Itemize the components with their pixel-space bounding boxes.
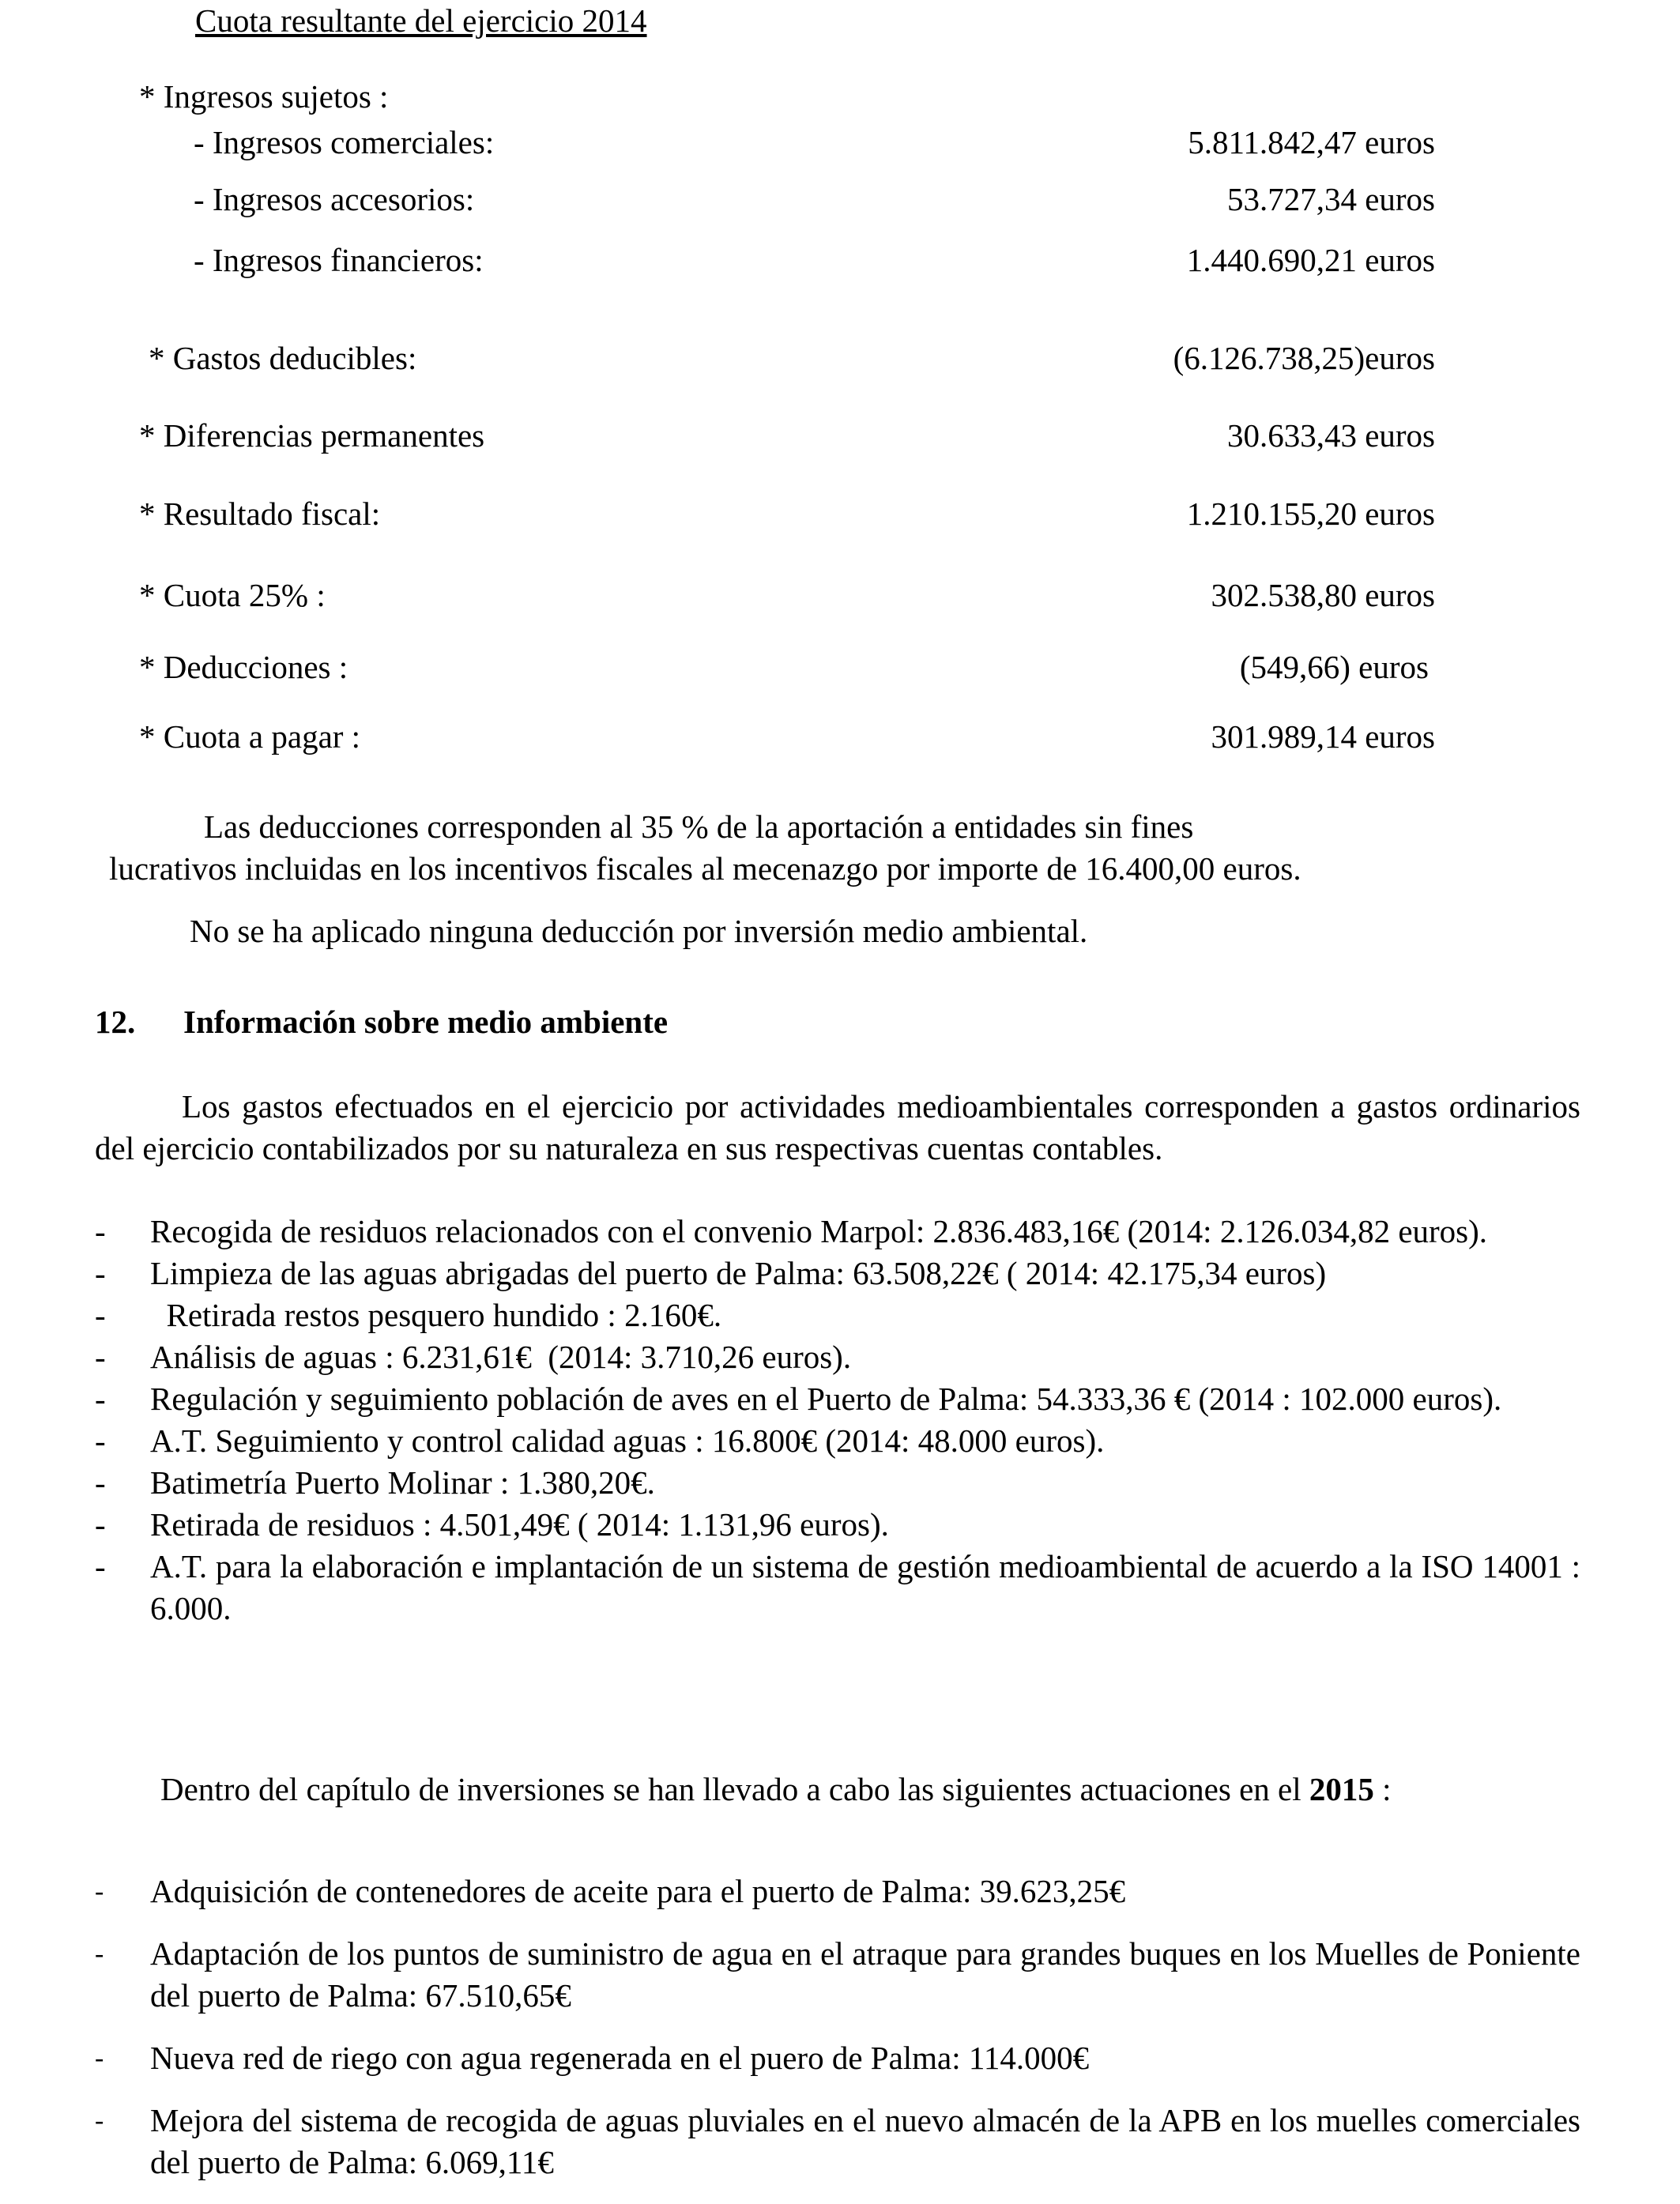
tax-line-label: * Cuota a pagar :: [139, 718, 361, 755]
tax-line-label: - Ingresos accesorios:: [194, 181, 475, 217]
tax-line-label: * Resultado fiscal:: [139, 495, 381, 532]
tax-line-value: (6.126.738,25)euros: [1173, 340, 1435, 376]
investments-intro-year: 2015: [1309, 1771, 1374, 1807]
section-number: 12.: [95, 1004, 136, 1040]
investment-item-text: Adquisición de contenedores de aceite para el puerto de Palma: 39.623,25€: [150, 1873, 1126, 1909]
list-item: [95, 1462, 1580, 1504]
investment-item-text: Nueva red de riego con agua regenerada en el puero de Palma: 114.000€: [150, 2040, 1090, 2076]
investments-intro-suffix: :: [1373, 1771, 1392, 1807]
expense-item-text: A.T. Seguimiento y control calidad aguas : 16.800€ (2014: 48.000 euros).: [150, 1422, 1105, 1459]
investment-item-text: Mejora del sistema de recogida de aguas pluviales en el nuevo almacén de la APB en los muelles comerciales del puerto de Palma: 6.069,11€: [150, 2102, 1580, 2180]
expense-item-text: Recogida de residuos relacionados con el convenio Marpol: 2.836.483,16€ (2014: 2.126.034,82 euros).: [150, 1213, 1488, 1249]
list-item: [95, 1294, 1580, 1336]
investment-item-text: Adaptación de los puntos de suministro de agua en el atraque para grandes buques en los Muelles de Poniente del puerto de Palma: 67.510,65€: [150, 1935, 1580, 2014]
list-item: [95, 1253, 1580, 1294]
tax-line-value: 302.538,80 euros: [1211, 577, 1435, 613]
expense-item-text: Retirada restos pesquero hundido : 2.160€.: [150, 1297, 722, 1333]
bullet-dash: -: [95, 1422, 106, 1459]
bullet-dash: -: [95, 1506, 106, 1543]
list-item: [95, 1504, 1580, 1546]
expense-list: [95, 1211, 1580, 1629]
list-item: [95, 1871, 1580, 1912]
bullet-dash: -: [95, 2044, 104, 2073]
tax-line-value: 301.989,14 euros: [1211, 718, 1435, 755]
list-item: [95, 1546, 1580, 1629]
bullet-dash: -: [95, 1213, 106, 1249]
list-item: [95, 1378, 1580, 1420]
tax-line-label: - Ingresos comerciales:: [194, 124, 495, 160]
tax-line-value: 1.440.690,21 euros: [1186, 242, 1435, 278]
tax-line-value: 53.727,34 euros: [1226, 181, 1435, 217]
deductions-note-line1: Las deducciones corresponden al 35 % de la aportación a entidades sin fines: [204, 808, 1194, 845]
bullet-dash: -: [95, 1548, 106, 1584]
no-deduction-note: No se ha aplicado ninguna deducción por inversión medio ambiental.: [190, 913, 1088, 949]
tax-line-label: * Deducciones :: [139, 649, 348, 685]
expense-item-text: Limpieza de las aguas abrigadas del puerto de Palma: 63.508,22€ ( 2014: 42.175,34 euros): [150, 1255, 1327, 1291]
bullet-dash: -: [95, 1464, 106, 1501]
bullet-dash: -: [95, 2106, 104, 2135]
bullet-dash: -: [95, 1939, 104, 1969]
deductions-note-line2: lucrativos incluidas en los incentivos fiscales al mecenazgo por importe de 16.400,00 euros.: [109, 850, 1301, 887]
expense-item-text: Retirada de residuos : 4.501,49€ ( 2014: 1.131,96 euros).: [150, 1506, 889, 1543]
env-intro-paragraph: Los gastos efectuados en el ejercicio por actividades medioambientales corresponden a gastos ordinarios del ejercicio contabilizados por su naturaleza en sus respectivas cuentas contables.: [95, 1088, 1580, 1166]
bullet-dash: -: [95, 1255, 106, 1291]
bullet-dash: -: [95, 1381, 106, 1417]
investment-list: [95, 1871, 1580, 2204]
expense-item-text: A.T. para la elaboración e implantación de un sistema de gestión medioambiental de acuerdo a la ISO 14001 : 6.000.: [150, 1548, 1580, 1626]
tax-line-value: 1.210.155,20 euros: [1186, 495, 1435, 532]
list-item: [95, 2100, 1580, 2183]
tax-line-label: * Diferencias permanentes: [139, 417, 485, 454]
list-item: [95, 1336, 1580, 1378]
expense-item-text: Regulación y seguimiento población de aves en el Puerto de Palma: 54.333,36 € (2014 : 102.000 euros).: [150, 1381, 1502, 1417]
tax-line-value: 30.633,43 euros: [1226, 417, 1435, 454]
income-header: * Ingresos sujetos :: [139, 78, 389, 115]
expense-item-text: Batimetría Puerto Molinar : 1.380,20€.: [150, 1464, 655, 1501]
list-item: [95, 1211, 1580, 1253]
tax-line-label: * Cuota 25% :: [139, 577, 326, 613]
investments-intro-prefix: Dentro del capítulo de inversiones se han llevado a cabo las siguientes actuaciones en el: [160, 1771, 1309, 1807]
section-heading-title: Información sobre medio ambiente: [183, 1004, 669, 1040]
bullet-dash: -: [95, 1339, 106, 1375]
bullet-dash: -: [95, 1877, 104, 1906]
section-title: Cuota resultante del ejercicio 2014: [195, 2, 647, 39]
list-item: [95, 1420, 1580, 1462]
tax-line-value: (549,66) euros: [1239, 649, 1429, 685]
expense-item-text: Análisis de aguas : 6.231,61€ (2014: 3.710,26 euros).: [150, 1339, 852, 1375]
tax-line-label: - Ingresos financieros:: [194, 242, 484, 278]
tax-line-label: * Gastos deducibles:: [149, 340, 417, 376]
tax-line-value: 5.811.842,47 euros: [1188, 124, 1435, 160]
bullet-dash: -: [95, 1297, 106, 1333]
list-item: [95, 2037, 1580, 2079]
section-heading: [95, 1001, 668, 1043]
list-item: [95, 1933, 1580, 2017]
investments-intro: [160, 1769, 1392, 1810]
